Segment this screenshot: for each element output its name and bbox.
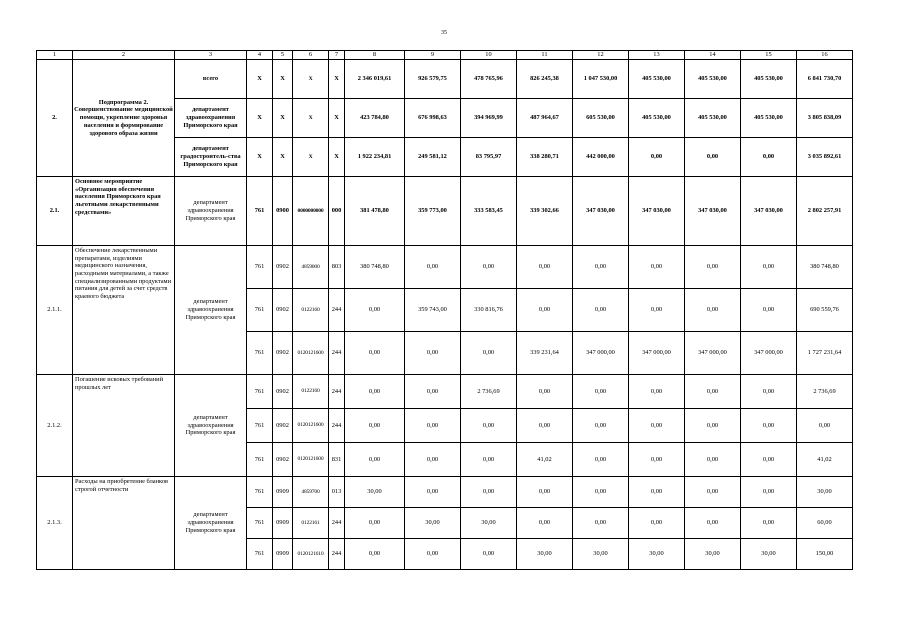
- amount-cell: 405 530,00: [741, 99, 797, 138]
- code-grbs: 761: [247, 332, 273, 375]
- amount-cell: 0,00: [345, 443, 405, 477]
- amount-cell: 826 245,38: [517, 60, 573, 99]
- header-row: [37, 51, 853, 60]
- code-target: X: [293, 60, 329, 99]
- code-section: X: [273, 60, 293, 99]
- amount-cell: 0,00: [573, 246, 629, 289]
- amount-cell: 0,00: [685, 138, 741, 177]
- amount-cell: 0,00: [685, 246, 741, 289]
- amount-cell: 394 969,99: [461, 99, 517, 138]
- code-section: 0909: [273, 477, 293, 508]
- amount-cell: 347 030,00: [629, 177, 685, 246]
- amount-cell: 30,00: [517, 539, 573, 570]
- row-number: 2.1.: [37, 177, 73, 246]
- amount-cell: 0,00: [741, 508, 797, 539]
- amount-cell: 339 302,66: [517, 177, 573, 246]
- amount-cell: 347 000,00: [685, 332, 741, 375]
- code-section: 0909: [273, 539, 293, 570]
- amount-cell: 0,00: [629, 443, 685, 477]
- amount-cell: 0,00: [741, 289, 797, 332]
- amount-cell: 926 579,75: [405, 60, 461, 99]
- header-cell: 6: [293, 51, 329, 60]
- amount-cell: 0,00: [741, 443, 797, 477]
- code-grbs: 761: [247, 477, 273, 508]
- code-expense: X: [329, 138, 345, 177]
- code-target: X: [293, 99, 329, 138]
- amount-cell: 605 530,00: [573, 99, 629, 138]
- executor: департамент здравоохранения Приморского края: [175, 477, 247, 570]
- header-cell: 11: [517, 51, 573, 60]
- amount-cell: 0,00: [629, 138, 685, 177]
- amount-cell: 0,00: [405, 539, 461, 570]
- amount-cell: 0,00: [405, 375, 461, 409]
- amount-cell: 0,00: [573, 409, 629, 443]
- amount-cell: 0,00: [517, 409, 573, 443]
- header-cell: 8: [345, 51, 405, 60]
- amount-cell: 3 035 892,61: [797, 138, 853, 177]
- measure-name: Обеспечение лекарственными препаратами, изделиями медицинского назначения, расходными материалами, а также специализированными продуктами питания для детей за счет средств краевого бюджета: [73, 246, 175, 375]
- code-section: 0902: [273, 443, 293, 477]
- amount-cell: 0,00: [517, 246, 573, 289]
- amount-cell: 478 765,96: [461, 60, 517, 99]
- executor: департамент здравоохранения Приморского края: [175, 177, 247, 246]
- amount-cell: 0,00: [405, 477, 461, 508]
- amount-cell: 359 743,00: [405, 289, 461, 332]
- amount-cell: 339 231,64: [517, 332, 573, 375]
- code-target: 0120121600: [293, 443, 329, 477]
- code-target: 0000000000: [293, 177, 329, 246]
- amount-cell: 676 998,63: [405, 99, 461, 138]
- table-row: [37, 375, 853, 409]
- amount-cell: 487 964,67: [517, 99, 573, 138]
- code-section: 0902: [273, 289, 293, 332]
- amount-cell: 347 030,00: [573, 177, 629, 246]
- executor: департамент здравоохранения Приморского края: [175, 375, 247, 477]
- amount-cell: 0,00: [629, 375, 685, 409]
- executor: всего: [175, 60, 247, 99]
- amount-cell: 30,00: [797, 477, 853, 508]
- header-cell: 15: [741, 51, 797, 60]
- code-expense: 013: [329, 477, 345, 508]
- amount-cell: 0,00: [573, 443, 629, 477]
- amount-cell: 0,00: [629, 289, 685, 332]
- executor: департамент здравоохранения Приморского края: [175, 99, 247, 138]
- code-expense: X: [329, 99, 345, 138]
- amount-cell: 0,00: [741, 246, 797, 289]
- code-section: 0902: [273, 332, 293, 375]
- header-cell: 12: [573, 51, 629, 60]
- amount-cell: 0,00: [685, 375, 741, 409]
- amount-cell: 0,00: [741, 409, 797, 443]
- amount-cell: 150,00: [797, 539, 853, 570]
- table-row: [37, 177, 853, 246]
- header-cell: 1: [37, 51, 73, 60]
- table-row: [37, 246, 853, 289]
- amount-cell: 0,00: [461, 443, 517, 477]
- page-number: 35: [441, 30, 447, 36]
- amount-cell: 0,00: [345, 375, 405, 409]
- amount-cell: 690 559,76: [797, 289, 853, 332]
- amount-cell: 359 773,00: [405, 177, 461, 246]
- amount-cell: 0,00: [629, 508, 685, 539]
- header-cell: 7: [329, 51, 345, 60]
- amount-cell: 41,02: [517, 443, 573, 477]
- code-target: X: [293, 138, 329, 177]
- measure-name: Расходы на приобретение бланков строгой отчетности: [73, 477, 175, 570]
- amount-cell: 1 922 234,81: [345, 138, 405, 177]
- amount-cell: 338 280,71: [517, 138, 573, 177]
- table-row: [37, 477, 853, 508]
- amount-cell: 3 805 838,09: [797, 99, 853, 138]
- amount-cell: 249 581,12: [405, 138, 461, 177]
- amount-cell: 30,00: [741, 539, 797, 570]
- amount-cell: 0,00: [573, 289, 629, 332]
- row-number: 2.: [37, 60, 73, 177]
- amount-cell: 0,00: [405, 246, 461, 289]
- code-expense: 803: [329, 246, 345, 289]
- code-grbs: 761: [247, 508, 273, 539]
- amount-cell: 0,00: [461, 539, 517, 570]
- amount-cell: 0,00: [573, 375, 629, 409]
- amount-cell: 2 802 257,91: [797, 177, 853, 246]
- amount-cell: 380 748,80: [345, 246, 405, 289]
- code-section: 0902: [273, 409, 293, 443]
- amount-cell: 2 346 019,61: [345, 60, 405, 99]
- table-row: [37, 60, 853, 99]
- code-grbs: X: [247, 60, 273, 99]
- amount-cell: 347 000,00: [573, 332, 629, 375]
- amount-cell: 0,00: [517, 289, 573, 332]
- amount-cell: 0,00: [405, 409, 461, 443]
- code-expense: 244: [329, 539, 345, 570]
- amount-cell: 330 816,76: [461, 289, 517, 332]
- amount-cell: 30,00: [573, 539, 629, 570]
- code-expense: 244: [329, 409, 345, 443]
- code-grbs: 761: [247, 177, 273, 246]
- amount-cell: 0,00: [741, 138, 797, 177]
- amount-cell: 442 000,00: [573, 138, 629, 177]
- amount-cell: 333 583,45: [461, 177, 517, 246]
- code-grbs: 761: [247, 409, 273, 443]
- amount-cell: 0,00: [345, 409, 405, 443]
- amount-cell: 0,00: [405, 443, 461, 477]
- amount-cell: 0,00: [629, 246, 685, 289]
- amount-cell: 30,00: [685, 539, 741, 570]
- measure-name: Подпрограмма 2. Совершенствование медицинской помощи, укрепление здоровья населения и формирование здорового образа жизни: [73, 60, 175, 177]
- row-number: 2.1.3.: [37, 477, 73, 570]
- code-grbs: 761: [247, 443, 273, 477]
- executor: департамент градостроитель-ства Приморского края: [175, 138, 247, 177]
- code-target: 0120121600: [293, 409, 329, 443]
- amount-cell: 0,00: [517, 477, 573, 508]
- measure-name: Основное мероприятие «Организация обеспечения населения Приморского края льготными лекарственными средствами»: [73, 177, 175, 246]
- amount-cell: 0,00: [405, 332, 461, 375]
- header-cell: 2: [73, 51, 175, 60]
- code-grbs: 761: [247, 539, 273, 570]
- header-cell: 10: [461, 51, 517, 60]
- code-section: 0902: [273, 375, 293, 409]
- amount-cell: 0,00: [685, 443, 741, 477]
- header-cell: 13: [629, 51, 685, 60]
- row-number: 2.1.1.: [37, 246, 73, 375]
- amount-cell: 60,00: [797, 508, 853, 539]
- code-target: 0122160: [293, 289, 329, 332]
- amount-cell: 405 530,00: [685, 60, 741, 99]
- amount-cell: 380 748,80: [797, 246, 853, 289]
- amount-cell: 347 000,00: [629, 332, 685, 375]
- code-expense: 244: [329, 289, 345, 332]
- code-grbs: X: [247, 99, 273, 138]
- amount-cell: 381 478,80: [345, 177, 405, 246]
- code-target: 0122161: [293, 508, 329, 539]
- amount-cell: 41,02: [797, 443, 853, 477]
- code-target: 0120121610: [293, 539, 329, 570]
- row-number: 2.1.2.: [37, 375, 73, 477]
- amount-cell: 0,00: [685, 508, 741, 539]
- amount-cell: 347 000,00: [741, 332, 797, 375]
- amount-cell: 0,00: [461, 246, 517, 289]
- amount-cell: 0,00: [345, 508, 405, 539]
- amount-cell: 30,00: [461, 508, 517, 539]
- header-cell: 16: [797, 51, 853, 60]
- amount-cell: 30,00: [629, 539, 685, 570]
- header-cell: 5: [273, 51, 293, 60]
- amount-cell: 83 795,97: [461, 138, 517, 177]
- amount-cell: 0,00: [629, 477, 685, 508]
- amount-cell: 1 727 231,64: [797, 332, 853, 375]
- code-target: 0120121600: [293, 332, 329, 375]
- executor: департамент здравоохранения Приморского края: [175, 246, 247, 375]
- amount-cell: 405 530,00: [629, 99, 685, 138]
- header-cell: 3: [175, 51, 247, 60]
- amount-cell: 0,00: [517, 508, 573, 539]
- amount-cell: 405 530,00: [741, 60, 797, 99]
- amount-cell: 0,00: [685, 289, 741, 332]
- measure-name: Погашение исковых требований прошлых лет: [73, 375, 175, 477]
- amount-cell: 0,00: [573, 508, 629, 539]
- amount-cell: 2 736,69: [461, 375, 517, 409]
- amount-cell: 0,00: [741, 375, 797, 409]
- amount-cell: 423 784,80: [345, 99, 405, 138]
- code-section: 0900: [273, 177, 293, 246]
- header-cell: 4: [247, 51, 273, 60]
- amount-cell: 0,00: [629, 409, 685, 443]
- code-expense: 244: [329, 332, 345, 375]
- code-section: X: [273, 138, 293, 177]
- amount-cell: 405 530,00: [629, 60, 685, 99]
- budget-table: [36, 50, 853, 570]
- amount-cell: 347 030,00: [685, 177, 741, 246]
- amount-cell: 6 841 730,70: [797, 60, 853, 99]
- code-section: X: [273, 99, 293, 138]
- amount-cell: 0,00: [741, 477, 797, 508]
- amount-cell: 0,00: [345, 332, 405, 375]
- code-expense: 000: [329, 177, 345, 246]
- amount-cell: 0,00: [345, 289, 405, 332]
- code-expense: 244: [329, 508, 345, 539]
- code-target: 4859000: [293, 246, 329, 289]
- amount-cell: 0,00: [685, 477, 741, 508]
- code-target: 0122160: [293, 375, 329, 409]
- code-expense: 244: [329, 375, 345, 409]
- header-cell: 14: [685, 51, 741, 60]
- header-cell: 9: [405, 51, 461, 60]
- code-section: 0902: [273, 246, 293, 289]
- amount-cell: 0,00: [461, 409, 517, 443]
- code-grbs: X: [247, 138, 273, 177]
- code-grbs: 761: [247, 246, 273, 289]
- amount-cell: 0,00: [461, 477, 517, 508]
- amount-cell: 30,00: [345, 477, 405, 508]
- code-grbs: 761: [247, 375, 273, 409]
- amount-cell: 1 047 530,00: [573, 60, 629, 99]
- amount-cell: 0,00: [517, 375, 573, 409]
- amount-cell: 405 530,00: [685, 99, 741, 138]
- amount-cell: 30,00: [405, 508, 461, 539]
- code-section: 0909: [273, 508, 293, 539]
- code-expense: X: [329, 60, 345, 99]
- amount-cell: 0,00: [345, 539, 405, 570]
- code-target: 4859700: [293, 477, 329, 508]
- amount-cell: 0,00: [573, 477, 629, 508]
- amount-cell: 0,00: [685, 409, 741, 443]
- code-grbs: 761: [247, 289, 273, 332]
- amount-cell: 0,00: [461, 332, 517, 375]
- amount-cell: 2 736,69: [797, 375, 853, 409]
- code-expense: 831: [329, 443, 345, 477]
- amount-cell: 347 030,00: [741, 177, 797, 246]
- amount-cell: 0,00: [797, 409, 853, 443]
